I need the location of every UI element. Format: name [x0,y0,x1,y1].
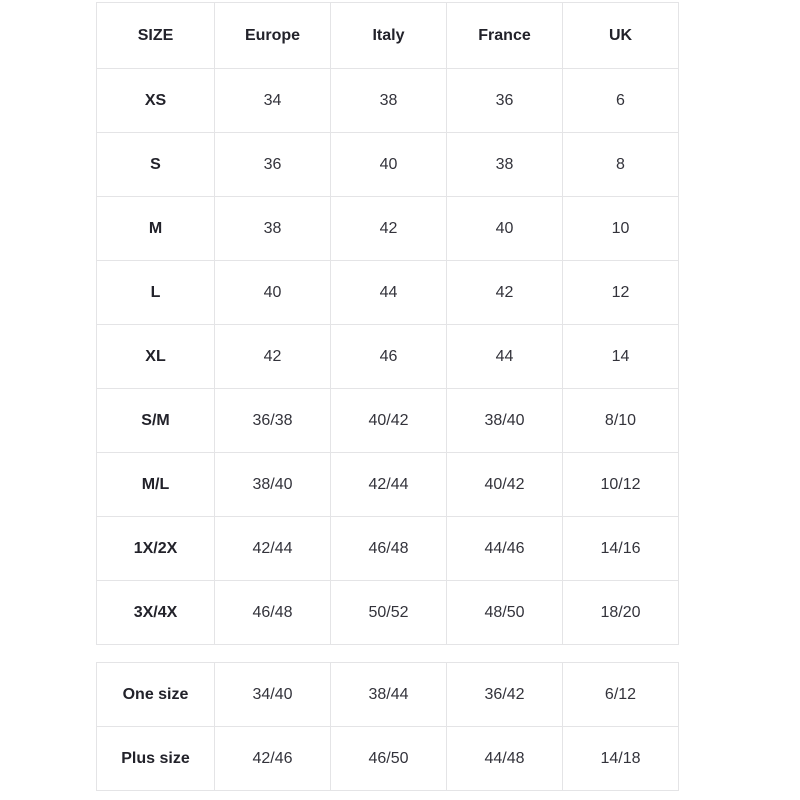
table-row [97,727,679,791]
cell-uk: 6 [563,69,679,133]
cell-uk: 8 [563,133,679,197]
cell-uk: 8/10 [563,389,679,453]
cell-uk: 6/12 [563,663,679,727]
row-label: One size [97,663,215,727]
column-header-italy: Italy [331,3,447,69]
cell-uk: 10 [563,197,679,261]
cell-europe: 36 [215,133,331,197]
cell-france: 40/42 [447,453,563,517]
cell-uk: 10/12 [563,453,679,517]
column-header-france: France [447,3,563,69]
cell-uk: 14/16 [563,517,679,581]
cell-europe: 38/40 [215,453,331,517]
cell-uk: 14 [563,325,679,389]
cell-europe: 42/46 [215,727,331,791]
cell-italy: 46 [331,325,447,389]
cell-italy: 40/42 [331,389,447,453]
table-row [97,69,679,133]
table-row [97,453,679,517]
cell-italy: 44 [331,261,447,325]
cell-uk: 12 [563,261,679,325]
table-body [97,663,679,791]
table-row [97,325,679,389]
cell-uk: 18/20 [563,581,679,645]
cell-europe: 42/44 [215,517,331,581]
cell-france: 42 [447,261,563,325]
cell-italy: 38/44 [331,663,447,727]
table-row [97,133,679,197]
cell-europe: 34 [215,69,331,133]
column-header-europe: Europe [215,3,331,69]
one-size-table-wrapper [96,662,678,791]
cell-france: 44 [447,325,563,389]
table-row [97,581,679,645]
cell-italy: 40 [331,133,447,197]
cell-france: 48/50 [447,581,563,645]
row-label: 3X/4X [97,581,215,645]
size-conversion-table [96,2,679,645]
cell-europe: 34/40 [215,663,331,727]
cell-italy: 42 [331,197,447,261]
cell-europe: 42 [215,325,331,389]
table-header [97,3,679,69]
cell-europe: 38 [215,197,331,261]
table-row [97,261,679,325]
cell-france: 36/42 [447,663,563,727]
table-header-row [97,3,679,69]
cell-italy: 38 [331,69,447,133]
row-label: XS [97,69,215,133]
cell-europe: 40 [215,261,331,325]
cell-italy: 50/52 [331,581,447,645]
column-header-size: SIZE [97,3,215,69]
cell-france: 38/40 [447,389,563,453]
cell-uk: 14/18 [563,727,679,791]
cell-europe: 36/38 [215,389,331,453]
row-label: M [97,197,215,261]
row-label: L [97,261,215,325]
table-row [97,663,679,727]
one-size-table [96,662,679,791]
cell-france: 44/46 [447,517,563,581]
row-label: Plus size [97,727,215,791]
cell-italy: 42/44 [331,453,447,517]
row-label: M/L [97,453,215,517]
row-label: S/M [97,389,215,453]
table-row [97,197,679,261]
table-body [97,69,679,645]
cell-france: 36 [447,69,563,133]
cell-france: 38 [447,133,563,197]
cell-italy: 46/48 [331,517,447,581]
cell-france: 44/48 [447,727,563,791]
cell-europe: 46/48 [215,581,331,645]
table-row [97,517,679,581]
cell-italy: 46/50 [331,727,447,791]
column-header-uk: UK [563,3,679,69]
row-label: 1X/2X [97,517,215,581]
row-label: XL [97,325,215,389]
size-conversion-table-wrapper [96,2,678,645]
cell-france: 40 [447,197,563,261]
table-row [97,389,679,453]
row-label: S [97,133,215,197]
